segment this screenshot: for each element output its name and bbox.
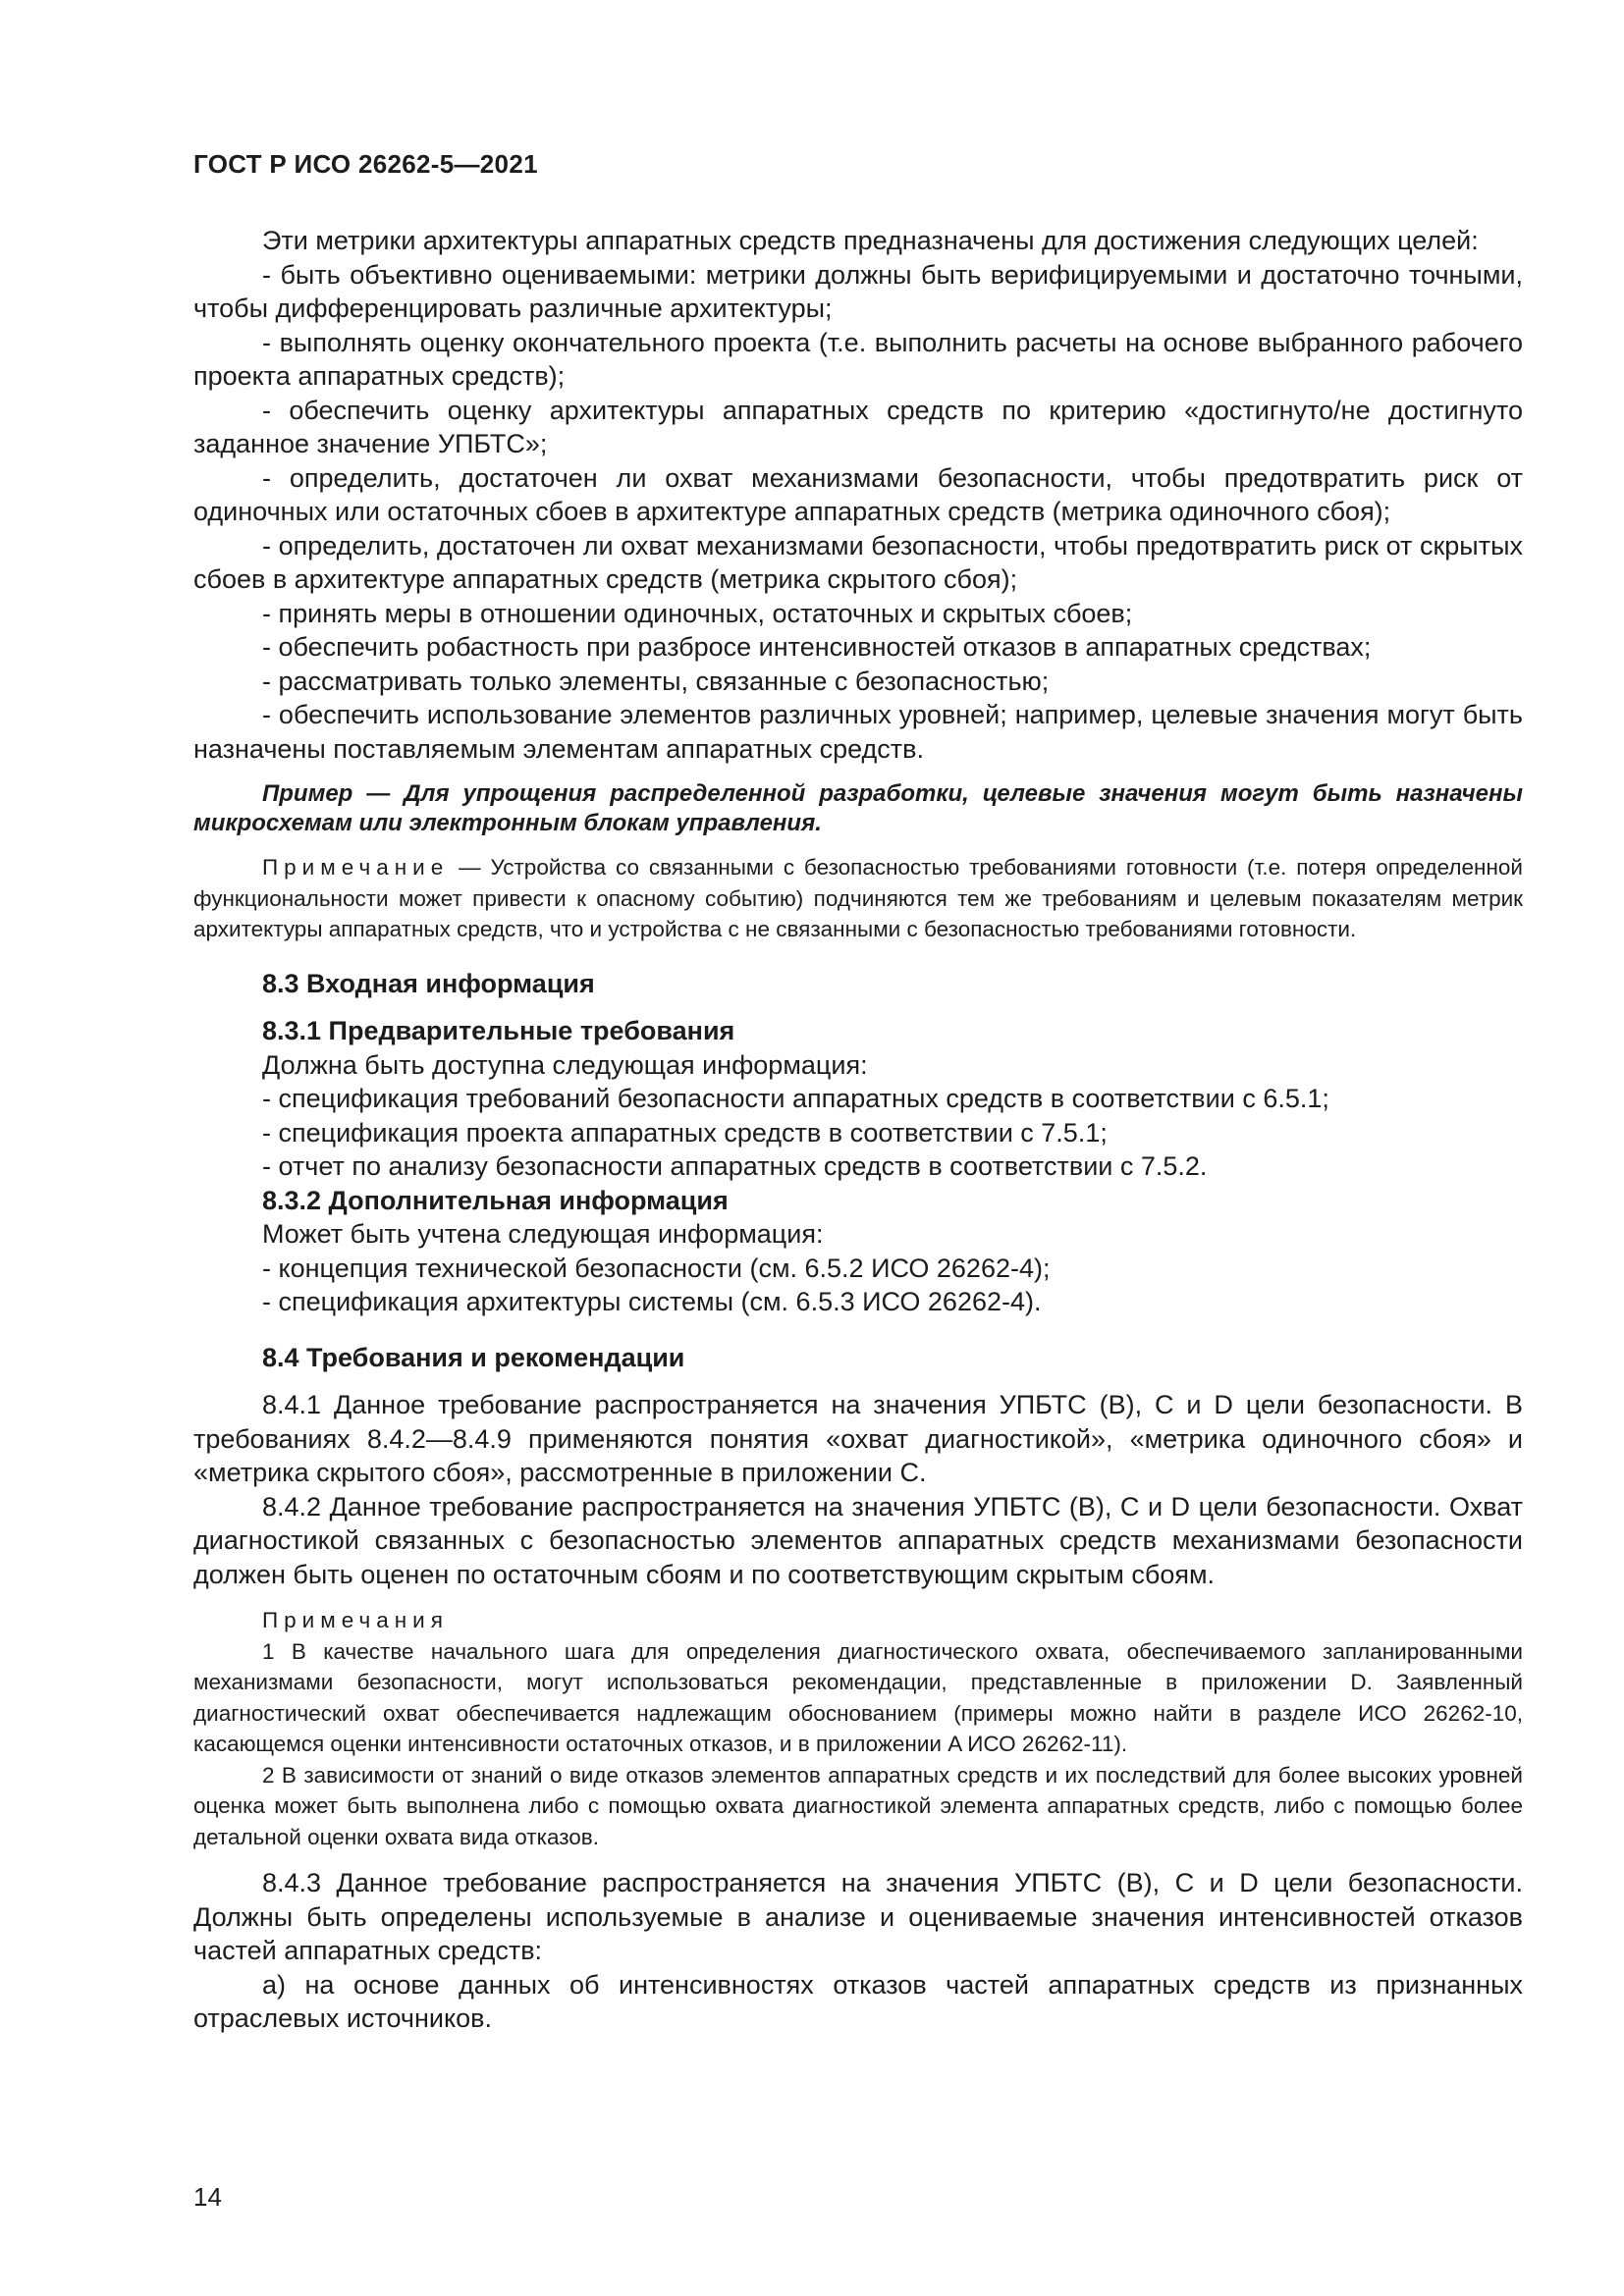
paragraph-8-4-3: 8.4.3 Данное требование распространяется на значения УПБТС (B), C и D цели безопасности. Должны быть определены используемые в анализе и оцениваемые значения интенсивностей отказов частей аппаратных средств: <box>193 1868 1523 1965</box>
section-heading-8-3-1: 8.3.1 Предварительные требования <box>262 1016 735 1045</box>
document-body <box>193 224 1523 2036</box>
paragraph-8-4-1: 8.4.1 Данное требование распространяется на значения УПБТС (B), C и D цели безопасности. В требованиях 8.4.2—8.4.9 применяются понятия «охват диагностикой», «метрика одиночного сбоя» и «метрика скрытого сбоя», рассмотренные в приложении C. <box>193 1390 1523 1487</box>
intro-lead: Эти метрики архитектуры аппаратных средств предназначены для достижения следующих целей: <box>262 226 1479 255</box>
list-item: - выполнять оценку окончательного проекта (т.е. выполнить расчеты на основе выбранного рабочего проекта аппаратных средств); <box>193 327 1523 391</box>
list-item: - быть объективно оцениваемыми: метрики должны быть верифицируемыми и достаточно точными, чтобы дифференцировать различные архитектуры; <box>193 259 1523 323</box>
section-lead: Может быть учтена следующая информация: <box>262 1219 824 1249</box>
section-lead: Должна быть доступна следующая информация: <box>262 1049 868 1080</box>
list-item: - рассматривать только элементы, связанные с безопасностью; <box>262 666 1050 696</box>
note-dash: — <box>449 855 491 880</box>
section-heading-8-3: 8.3 Входная информация <box>262 968 595 998</box>
list-item: - обеспечить использование элементов различных уровней; например, целевые значения могут быть назначены поставляемым элементам аппаратных средств. <box>193 700 1523 764</box>
note-label: Примечание <box>262 855 450 880</box>
list-item: - спецификация требований безопасности аппаратных средств в соответствии с 6.5.1; <box>262 1084 1329 1113</box>
paragraph-8-4-3-a: а) на основе данных об интенсивностях отказов частей аппаратных средств из признанных отраслевых источников. <box>193 1969 1523 2033</box>
list-item: - спецификация архитектуры системы (см. 6.5.3 ИСО 26262-4). <box>262 1287 1042 1316</box>
list-item: - обеспечить робастность при разбросе интенсивностей отказов в аппаратных средствах; <box>262 632 1372 662</box>
section-heading-8-4: 8.4 Требования и рекомендации <box>262 1342 685 1372</box>
list-item: - принять меры в отношении одиночных, остаточных и скрытых сбоев; <box>262 598 1133 628</box>
note-paragraph <box>193 852 1523 945</box>
notes-label: Примечания <box>262 1608 449 1632</box>
note-item: 1 В качестве начального шага для определения диагностического охвата, обеспечиваемого запланированными механизмами безопасности, могут использоваться рекомендации, представленные в приложении D. Заявленный диагностический охват обеспечивается надлежащим обоснованием (примеры можно найти в разделе ИСО 26262-10, касающемся оценки интенсивности остаточных отказов, и в приложении A ИСО 26262-11). <box>193 1638 1523 1756</box>
note-text: Устройства со связанными с безопасностью требованиями готовности (т.е. потеря определенной функциональности может привести к опасному событию) подчиняются тем же требованиям и целевым показателям метрик архитектуры аппаратных средств, что и устройства с не связанными с безопасностью требованиями готовности. <box>193 855 1523 941</box>
note-item: 2 В зависимости от знаний о виде отказов элементов аппаратных средств и их последствий для более высоких уровней оценка может быть выполнена либо с помощью охвата диагностикой элемента аппаратных средств, либо с помощью более детальной оценки охвата вида отказов. <box>193 1762 1523 1849</box>
list-item: - обеспечить оценку архитектуры аппаратных средств по критерию «достигнуто/не достигнуто заданное значение УПБТС»; <box>193 395 1523 458</box>
section-heading-8-3-2: 8.3.2 Дополнительная информация <box>262 1185 729 1215</box>
list-item: - спецификация проекта аппаратных средств в соответствии с 7.5.1; <box>262 1117 1108 1148</box>
page-number: 14 <box>193 2182 222 2212</box>
document-header: ГОСТ Р ИСО 26262-5—2021 <box>193 149 538 179</box>
paragraph-8-4-2: 8.4.2 Данное требование распространяется на значения УПБТС (B), C и D цели безопасности. Охват диагностикой связанных с безопасностью элементов аппаратных средств механизмами безопасности должен быть оценен по остаточным сбоям и по соответствующим скрытым сбоям. <box>193 1491 1523 1589</box>
example-text: Пример — Для упрощения распределенной разработки, целевые значения могут быть назначены микросхемам или электронным блокам управления. <box>193 780 1523 836</box>
list-item: - определить, достаточен ли охват механизмами безопасности, чтобы предотвратить риск от скрытых сбоев в архитектуре аппаратных средств (метрика скрытого сбоя); <box>193 530 1523 594</box>
list-item: - отчет по анализу безопасности аппаратных средств в соответствии с 7.5.2. <box>262 1151 1208 1181</box>
list-item: - определить, достаточен ли охват механизмами безопасности, чтобы предотвратить риск от одиночных или остаточных сбоев в архитектуре аппаратных средств (метрика одиночного сбоя); <box>193 462 1523 526</box>
list-item: - концепция технической безопасности (см. 6.5.2 ИСО 26262-4); <box>262 1253 1051 1283</box>
